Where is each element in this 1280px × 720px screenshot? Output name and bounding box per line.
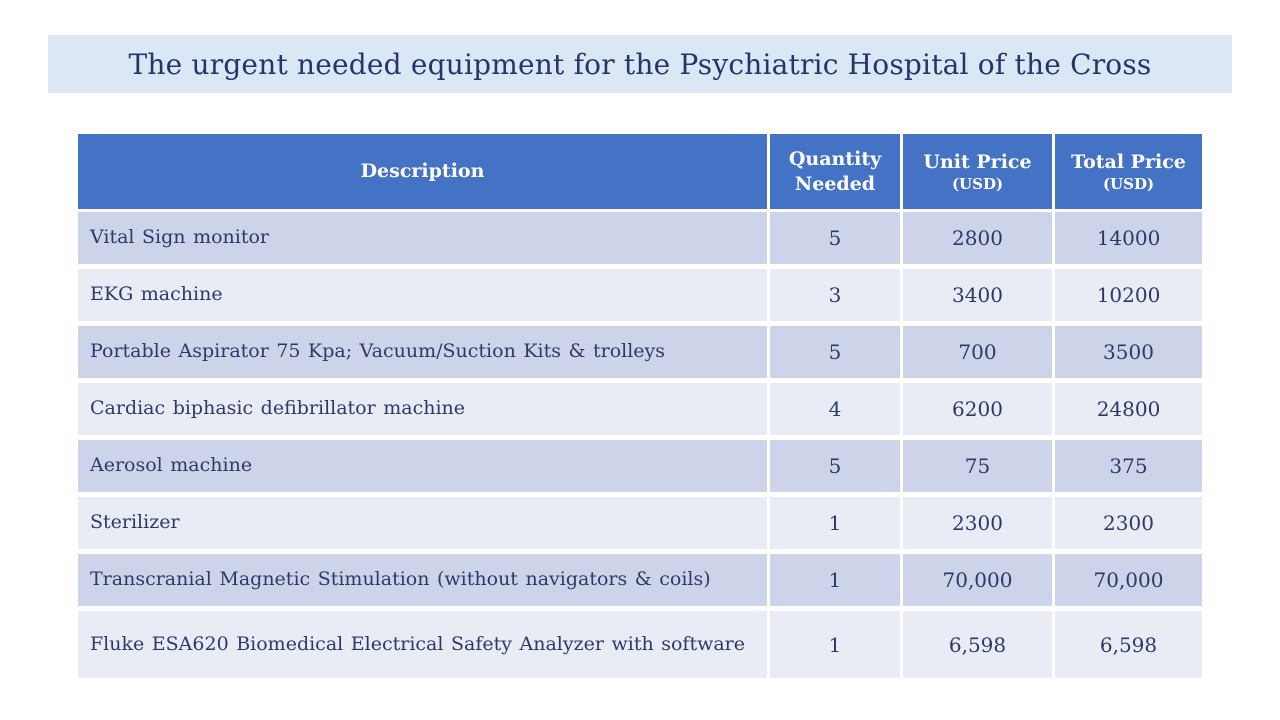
quantity-cell: 5 (770, 440, 903, 497)
unit-price-cell: 75 (903, 440, 1055, 497)
column-header-unit-price (903, 134, 1055, 212)
column-header-label: Unit Price (923, 151, 1032, 174)
total-price-cell: 10200 (1055, 269, 1202, 326)
table-header (78, 134, 1202, 212)
unit-price-cell: 700 (903, 326, 1055, 383)
quantity-cell: 1 (770, 497, 903, 554)
column-header-label: Description (360, 160, 485, 183)
quantity-cell: 5 (770, 212, 903, 269)
unit-price-cell: 70,000 (903, 554, 1055, 611)
unit-price-cell: 2800 (903, 212, 1055, 269)
column-header-label: Quantity Needed (788, 147, 882, 195)
unit-price-cell: 6,598 (903, 611, 1055, 678)
slide-title-band (48, 35, 1232, 93)
table-body (78, 212, 1202, 678)
description-cell: Aerosol machine (78, 440, 770, 497)
description-cell: Fluke ESA620 Biomedical Electrical Safety Analyzer with software (78, 611, 770, 678)
total-price-cell: 375 (1055, 440, 1202, 497)
column-header-currency-label: (USD) (1102, 174, 1155, 193)
total-price-cell: 24800 (1055, 383, 1202, 440)
table-row (78, 326, 1202, 383)
quantity-cell: 5 (770, 326, 903, 383)
description-cell: Transcranial Magnetic Stimulation (without navigators & coils) (78, 554, 770, 611)
table-row (78, 269, 1202, 326)
table-row (78, 554, 1202, 611)
column-header-label: Total Price (1071, 151, 1186, 174)
quantity-cell: 4 (770, 383, 903, 440)
table-row (78, 611, 1202, 678)
description-cell: Vital Sign monitor (78, 212, 770, 269)
quantity-cell: 3 (770, 269, 903, 326)
unit-price-cell: 6200 (903, 383, 1055, 440)
unit-price-cell: 3400 (903, 269, 1055, 326)
description-cell: Sterilizer (78, 497, 770, 554)
description-cell: Portable Aspirator 75 Kpa; Vacuum/Suction Kits & trolleys (78, 326, 770, 383)
page-title: The urgent needed equipment for the Psychiatric Hospital of the Cross (128, 47, 1152, 81)
table-header-row (78, 134, 1202, 212)
total-price-cell: 2300 (1055, 497, 1202, 554)
column-header-currency-label: (USD) (951, 174, 1004, 193)
quantity-cell: 1 (770, 611, 903, 678)
unit-price-cell: 2300 (903, 497, 1055, 554)
column-header-quantity-needed (770, 134, 903, 212)
description-cell: Cardiac biphasic defibrillator machine (78, 383, 770, 440)
table-row (78, 497, 1202, 554)
description-cell: EKG machine (78, 269, 770, 326)
column-header-total-price (1055, 134, 1202, 212)
total-price-cell: 6,598 (1055, 611, 1202, 678)
table-row (78, 440, 1202, 497)
total-price-cell: 3500 (1055, 326, 1202, 383)
total-price-cell: 14000 (1055, 212, 1202, 269)
table-row (78, 212, 1202, 269)
total-price-cell: 70,000 (1055, 554, 1202, 611)
table-row (78, 383, 1202, 440)
equipment-table (78, 134, 1202, 678)
column-header-description (78, 134, 770, 212)
quantity-cell: 1 (770, 554, 903, 611)
